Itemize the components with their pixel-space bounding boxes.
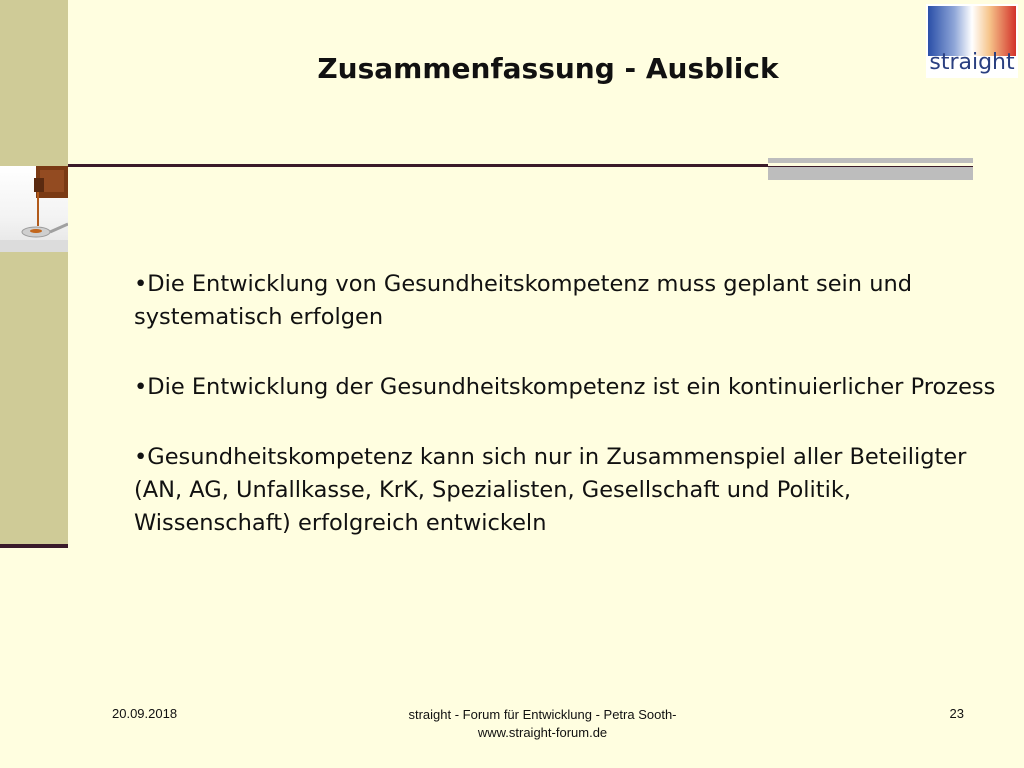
logo-gradient <box>928 6 1016 56</box>
footer-author-line: straight - Forum für Entwicklung - Petra Sooth- <box>408 707 677 722</box>
logo-text: straight <box>929 50 1015 75</box>
bullet-list <box>134 268 1004 577</box>
bullet-item: •Die Entwicklung von Gesundheitskompetenz muss geplant sein und systematisch erfolgen <box>134 271 913 330</box>
left-band-divider <box>0 544 68 548</box>
slide-title: Zusammenfassung - Ausblick <box>317 52 779 85</box>
bullet-item: •Die Entwicklung der Gesundheitskompetenz ist ein kontinuierlicher Prozess <box>134 374 996 400</box>
straight-logo <box>926 4 1018 78</box>
footer-date: 20.09.2018 <box>112 706 178 721</box>
bullet-item: •Gesundheitskompetenz kann sich nur in Zusammenspiel aller Beteiligter (AN, AG, Unfallkasse, KrK, Spezialisten, Gesellschaft und Politik, Wissenschaft) erfolgreich entwickeln <box>134 444 967 536</box>
medicine-bottle-icon <box>0 166 68 252</box>
footer-website: www.straight-forum.de <box>477 725 608 740</box>
page-number: 23 <box>949 706 964 721</box>
footer-center <box>300 706 785 742</box>
decorative-gray-bar <box>768 158 973 180</box>
medicine-bottle-photo <box>0 166 68 252</box>
